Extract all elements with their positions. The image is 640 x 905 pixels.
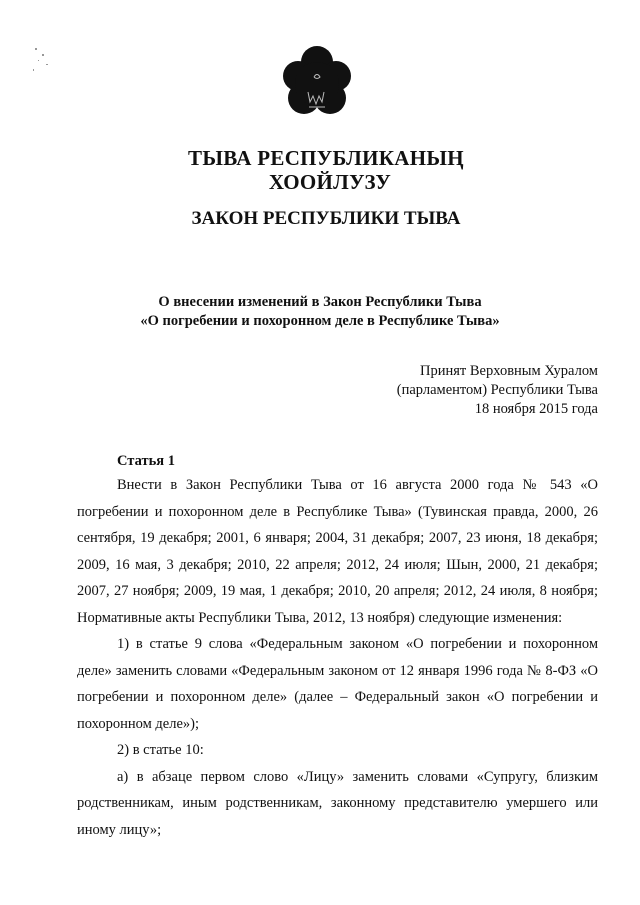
- law-heading: ЗАКОН РЕСПУБЛИКИ ТЫВА: [191, 208, 461, 229]
- adoption-date: 18 ноября 2015 года: [474, 401, 598, 417]
- scan-speck: [42, 54, 44, 56]
- adoption-line1: Принят Верховным Хуралом: [420, 363, 598, 379]
- law-title-line1: О внесении изменений в Закон Республики Тыва: [158, 294, 482, 310]
- scan-speck: [38, 60, 39, 61]
- tyva-heading-line2: ХООЙЛУЗУ: [268, 170, 392, 194]
- article-paragraph: 1) в статье 9 слова «Федеральным законом «О погребении и похоронном деле» заменить словами «Федеральным законом от 12 января 1996 года № 8-ФЗ «О погребении и похоронном деле» (далее – Федеральный закон «О погребении и похоронном деле»);: [77, 636, 598, 732]
- article-heading: Статья 1: [117, 453, 175, 469]
- law-title-line2: «О погребении и похоронном деле в Республике Тыва»: [140, 313, 500, 329]
- scan-speck: [35, 48, 37, 50]
- scan-speck: [33, 69, 34, 71]
- scan-speck: [46, 64, 48, 65]
- tyva-emblem-icon: [282, 44, 352, 122]
- law-title: [0, 293, 640, 331]
- article-body: [77, 472, 598, 843]
- article-paragraph: а) в абзаце первом слово «Лицу» заменить словами «Супругу, близким родственникам, иным родственникам, законному представителю умершего или иному лицу»;: [77, 768, 598, 838]
- article-paragraph: Внести в Закон Республики Тыва от 16 августа 2000 года № 543 «О погребении и похоронном деле в Республике Тыва» (Тувинская правда, 2000, 26 сентября, 19 декабря; 2001, 6 января; 2004, 31 декабря; 2007, 23 июня, 18 декабря; 2009, 16 мая, 3 декабря; 2010, 22 апреля; 2012, 24 июля; Шын, 2000, 21 декабря; 2007, 27 ноября; 2009, 19 мая, 1 декабря; 2010, 20 апреля; 2012, 24 июля, 8 ноября; Нормативные акты Республики Тыва, 2012, 13 ноября) следующие изменения:: [77, 477, 598, 626]
- tyva-law-heading: [6, 146, 640, 194]
- adoption-note: [397, 362, 598, 419]
- article-paragraph: 2) в статье 10:: [117, 742, 204, 758]
- tyva-heading-line1: ТЫВА РЕСПУБЛИКАНЫҢ: [188, 146, 464, 170]
- adoption-line2: (парламентом) Республики Тыва: [396, 382, 598, 398]
